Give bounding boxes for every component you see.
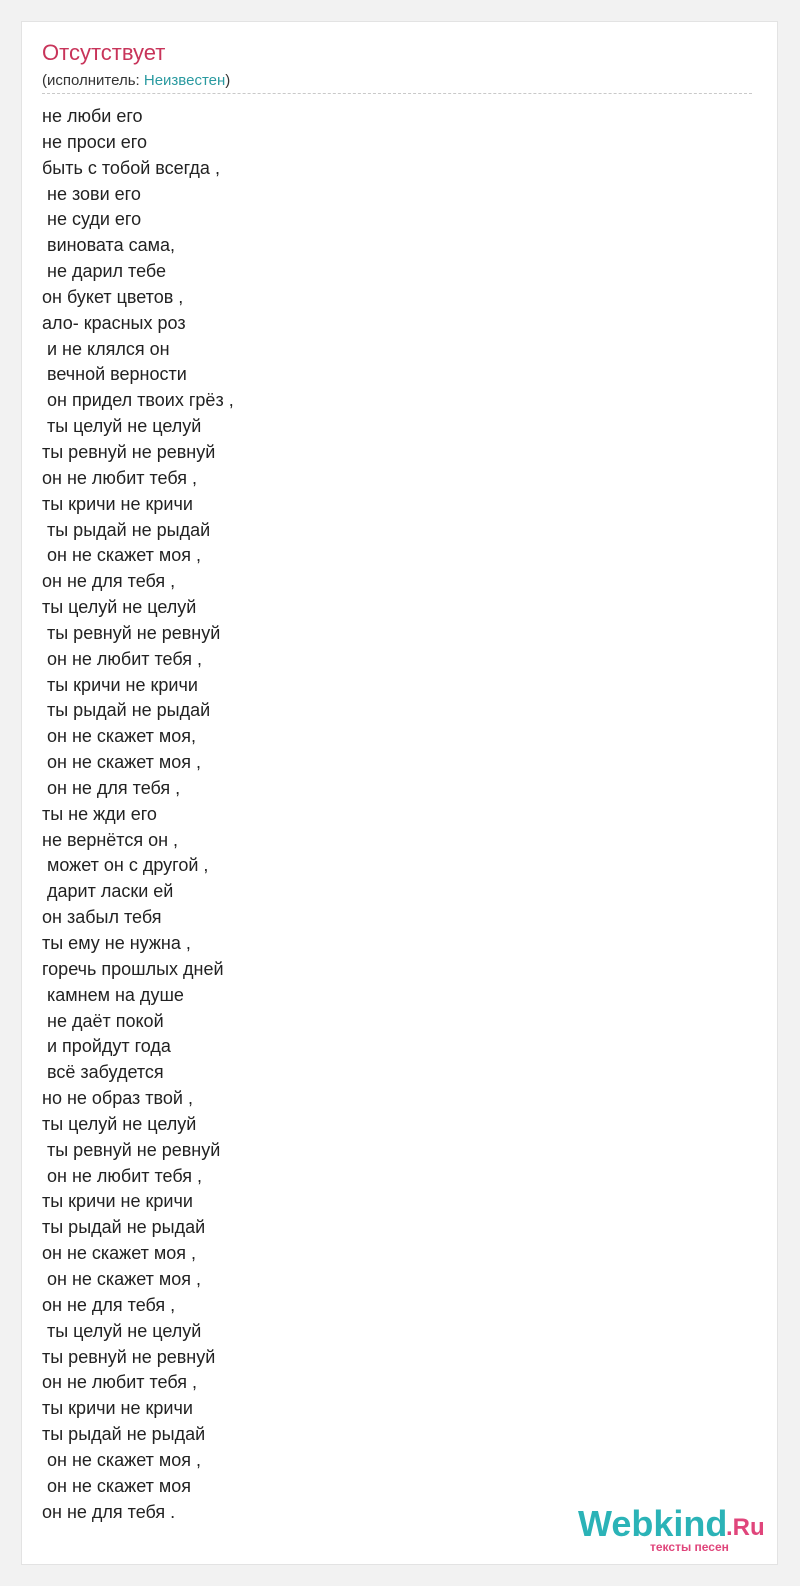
logo-tagline: тексты песен bbox=[650, 1540, 729, 1554]
lyric-line: ало- красных роз bbox=[42, 312, 186, 333]
logo-suffix: .Ru bbox=[726, 1514, 765, 1541]
lyric-line: ты рыдай не рыдай bbox=[42, 700, 211, 721]
lyric-line: он не любит тебя , bbox=[42, 648, 203, 669]
lyric-line: ты кричи не кричи bbox=[42, 1398, 193, 1419]
lyric-line: ты целуй не целуй bbox=[42, 597, 197, 618]
lyric-line: ты целуй не целуй bbox=[42, 416, 202, 437]
divider bbox=[42, 93, 752, 94]
lyric-line: ты кричи не кричи bbox=[42, 1191, 193, 1212]
lyric-line: он не для тебя , bbox=[42, 571, 176, 592]
lyric-line: он не любит тебя , bbox=[42, 1165, 203, 1186]
lyrics-card bbox=[21, 21, 778, 1565]
lyric-line: и не клялся он bbox=[42, 338, 170, 359]
lyric-line: он придел твоих грёз , bbox=[42, 390, 234, 411]
lyric-line: он не для тебя . bbox=[42, 1501, 176, 1522]
lyric-line: он не скажет моя , bbox=[42, 1268, 202, 1289]
lyric-line: ты ревнуй не ревнуй bbox=[42, 622, 221, 643]
lyric-line: не проси его bbox=[42, 131, 147, 152]
lyric-line: не даёт покой bbox=[42, 1010, 164, 1031]
lyric-line: ты целуй не целуй bbox=[42, 1113, 197, 1134]
lyric-line: не зови его bbox=[42, 183, 141, 204]
artist-suffix: ) bbox=[225, 72, 231, 89]
lyric-line: ты ревнуй не ревнуй bbox=[42, 1346, 216, 1367]
lyric-line: виновата сама, bbox=[42, 235, 175, 256]
lyric-line: ты не жди его bbox=[42, 803, 157, 824]
lyric-line: он не для тебя , bbox=[42, 777, 181, 798]
lyric-line: но не образ твой , bbox=[42, 1088, 193, 1109]
lyric-line: ты рыдай не рыдай bbox=[42, 519, 211, 540]
lyric-line: он не скажет моя , bbox=[42, 545, 202, 566]
lyric-line: дарит ласки ей bbox=[42, 881, 174, 902]
lyric-line: ты ревнуй не ревнуй bbox=[42, 1139, 221, 1160]
lyric-line: ты кричи не кричи bbox=[42, 493, 193, 514]
lyrics-text bbox=[42, 104, 234, 1525]
artist-line bbox=[42, 72, 230, 90]
lyric-line: ты рыдай не рыдай bbox=[42, 1217, 206, 1238]
lyric-line: он забыл тебя bbox=[42, 907, 162, 928]
lyric-line: он не любит тебя , bbox=[42, 1372, 198, 1393]
site-logo[interactable] bbox=[578, 1504, 768, 1554]
lyric-line: горечь прошлых дней bbox=[42, 958, 224, 979]
lyric-line: он не скажет моя , bbox=[42, 1449, 202, 1470]
lyric-line: не люби его bbox=[42, 106, 143, 126]
lyric-line: камнем на душе bbox=[42, 984, 184, 1005]
lyric-line: не дарил тебе bbox=[42, 261, 167, 282]
lyric-line: он букет цветов , bbox=[42, 286, 184, 307]
lyric-line: он не скажет моя, bbox=[42, 726, 197, 747]
lyric-line: ты ревнуй не ревнуй bbox=[42, 441, 216, 462]
lyric-line: он не скажет моя , bbox=[42, 752, 202, 773]
logo-name: Webkind bbox=[578, 1503, 728, 1544]
lyric-line: ты ему не нужна , bbox=[42, 933, 191, 953]
lyric-line: может он с другой , bbox=[42, 855, 209, 876]
lyric-line: не суди его bbox=[42, 209, 142, 230]
lyric-line: и пройдут года bbox=[42, 1036, 171, 1057]
lyric-line: быть с тобой всегда , bbox=[42, 157, 220, 178]
lyric-line: он не скажет моя bbox=[42, 1475, 192, 1496]
lyric-line: он не для тебя , bbox=[42, 1294, 176, 1315]
lyric-line: он не любит тебя , bbox=[42, 467, 198, 488]
lyric-line: не вернётся он , bbox=[42, 829, 179, 850]
lyric-line: ты рыдай не рыдай bbox=[42, 1424, 206, 1445]
lyric-line: вечной верности bbox=[42, 364, 187, 385]
lyric-line: всё забудется bbox=[42, 1062, 164, 1083]
lyric-line: ты целуй не целуй bbox=[42, 1320, 202, 1341]
lyric-line: ты кричи не кричи bbox=[42, 674, 198, 695]
artist-link[interactable]: Неизвестен bbox=[143, 72, 226, 89]
artist-prefix: (исполнитель: bbox=[42, 72, 144, 89]
song-title: Отсутствует bbox=[42, 40, 166, 65]
lyric-line: он не скажет моя , bbox=[42, 1243, 197, 1264]
